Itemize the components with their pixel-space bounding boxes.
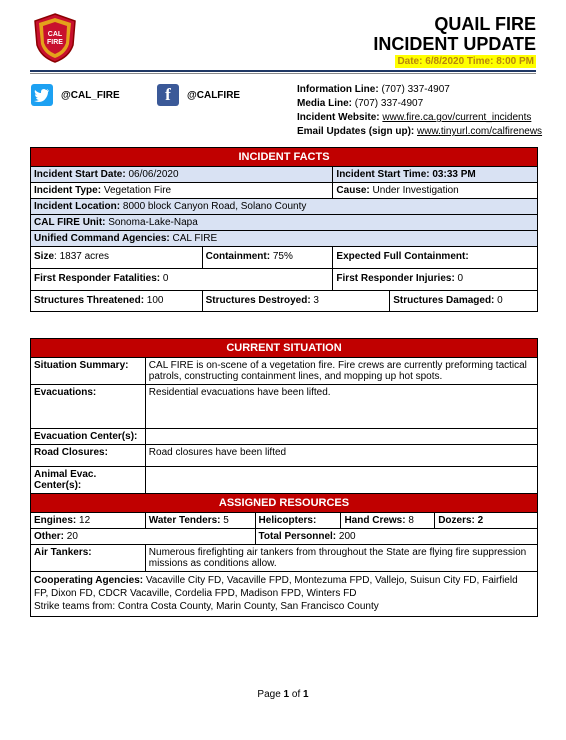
unit-cell: CAL FIRE Unit: Sonoma-Lake-Napa <box>31 215 538 231</box>
air-tankers-label: Air Tankers: <box>31 545 146 572</box>
animal-center-label: Animal Evac. Center(s): <box>31 467 146 494</box>
location-cell: Incident Location: 8000 block Canyon Road, Solano County <box>31 199 538 215</box>
media-line-label: Media Line: <box>297 98 353 109</box>
road-closures-label: Road Closures: <box>31 445 146 467</box>
tenders-cell: Water Tenders: 5 <box>145 513 255 529</box>
incident-type-cell: Incident Type: Vegetation Fire <box>31 183 333 199</box>
info-line-label: Information Line: <box>297 84 379 95</box>
assigned-resources-heading: ASSIGNED RESOURCES <box>31 494 538 513</box>
engines-cell: Engines: 12 <box>31 513 146 529</box>
road-closures-value: Road closures have been lifted <box>145 445 537 467</box>
logo-text-cal: CAL <box>47 31 63 38</box>
unified-command-cell: Unified Command Agencies: CAL FIRE <box>31 231 538 247</box>
strike-teams: Strike teams from: Contra Costa County, Marin County, San Francisco County <box>34 601 379 612</box>
threatened-cell: Structures Threatened: 100 <box>31 291 203 312</box>
info-line-value: (707) 337-4907 <box>378 84 450 95</box>
air-tankers-value: Numerous firefighting air tankers from throughout the State are flying fire suppression missions as conditions allow. <box>145 545 537 572</box>
media-line-value: (707) 337-4907 <box>352 98 424 109</box>
cal-fire-shield-icon <box>33 13 77 63</box>
current-situation-table <box>30 338 538 617</box>
cooperating-value: Vacaville City FD, Vacaville FPD, Montezuma FPD, Vallejo, Suisun City FD, Fairfield FP, Dixon FD, CDCR Vacaville, Cordelia FPD, Madison FPD, Winters FD <box>34 575 518 599</box>
header-rule <box>30 70 536 72</box>
logo-text-fire: FIRE <box>47 39 63 46</box>
date-time: Date: 6/8/2020 Time: 8:00 PM <box>397 56 534 67</box>
facebook-handle: @CALFIRE <box>187 89 241 101</box>
facebook-icon: f <box>157 84 179 106</box>
email-label: Email Updates (sign up): <box>297 126 415 137</box>
incident-facts-table <box>30 147 538 312</box>
website-link[interactable]: www.fire.ca.gov/current_incidents <box>382 112 532 123</box>
injuries-cell: First Responder Injuries: 0 <box>333 269 538 291</box>
cooperating-agencies-cell <box>31 572 538 617</box>
website-label: Incident Website: <box>297 112 380 123</box>
page-number: Page 1 of 1 <box>257 689 309 700</box>
twitter-icon <box>31 84 53 106</box>
summary-value: CAL FIRE is on-scene of a vegetation fire. Fire crews are currently preforming tactical patrols, constructing containment lines, and mopping up hot spots. <box>145 358 537 385</box>
containment-cell: Containment: 75% <box>202 247 333 269</box>
facebook-link[interactable] <box>157 84 240 106</box>
other-cell: Other: 20 <box>31 529 256 545</box>
handcrews-cell: Hand Crews: 8 <box>341 513 435 529</box>
start-time-cell: Incident Start Time: 03:33 PM <box>333 167 538 183</box>
destroyed-cell: Structures Destroyed: 3 <box>202 291 390 312</box>
header-rule-thin <box>30 73 536 74</box>
cal-fire-logo <box>33 13 77 63</box>
twitter-handle: @CAL_FIRE <box>61 89 120 101</box>
evacuations-value: Residential evacuations have been lifted. <box>145 385 537 429</box>
evac-center-label: Evacuation Center(s): <box>31 429 146 445</box>
cooperating-label: Cooperating Agencies: <box>34 575 144 586</box>
personnel-cell: Total Personnel: 200 <box>255 529 537 545</box>
title-line1: QUAIL FIRE <box>434 14 536 34</box>
damaged-cell: Structures Damaged: 0 <box>390 291 538 312</box>
fatalities-cell: First Responder Fatalities: 0 <box>31 269 333 291</box>
helicopters-cell: Helicopters: <box>255 513 341 529</box>
start-date-cell: Incident Start Date: 06/06/2020 <box>31 167 333 183</box>
title-line2: INCIDENT UPDATE <box>373 34 536 54</box>
evac-center-value <box>145 429 537 445</box>
cause-cell: Cause: Under Investigation <box>333 183 538 199</box>
dozers-cell: Dozers: 2 <box>435 513 538 529</box>
size-cell: Size: 1837 acres <box>31 247 203 269</box>
incident-facts-heading: INCIDENT FACTS <box>31 148 538 167</box>
email-link[interactable]: www.tinyurl.com/calfirenews <box>417 126 543 137</box>
contact-info <box>297 83 542 139</box>
summary-label: Situation Summary: <box>31 358 146 385</box>
animal-center-value <box>145 467 537 494</box>
current-situation-heading: CURRENT SITUATION <box>31 339 538 358</box>
evacuations-label: Evacuations: <box>31 385 146 429</box>
twitter-link[interactable] <box>31 84 120 106</box>
expected-containment-cell: Expected Full Containment: <box>333 247 538 269</box>
